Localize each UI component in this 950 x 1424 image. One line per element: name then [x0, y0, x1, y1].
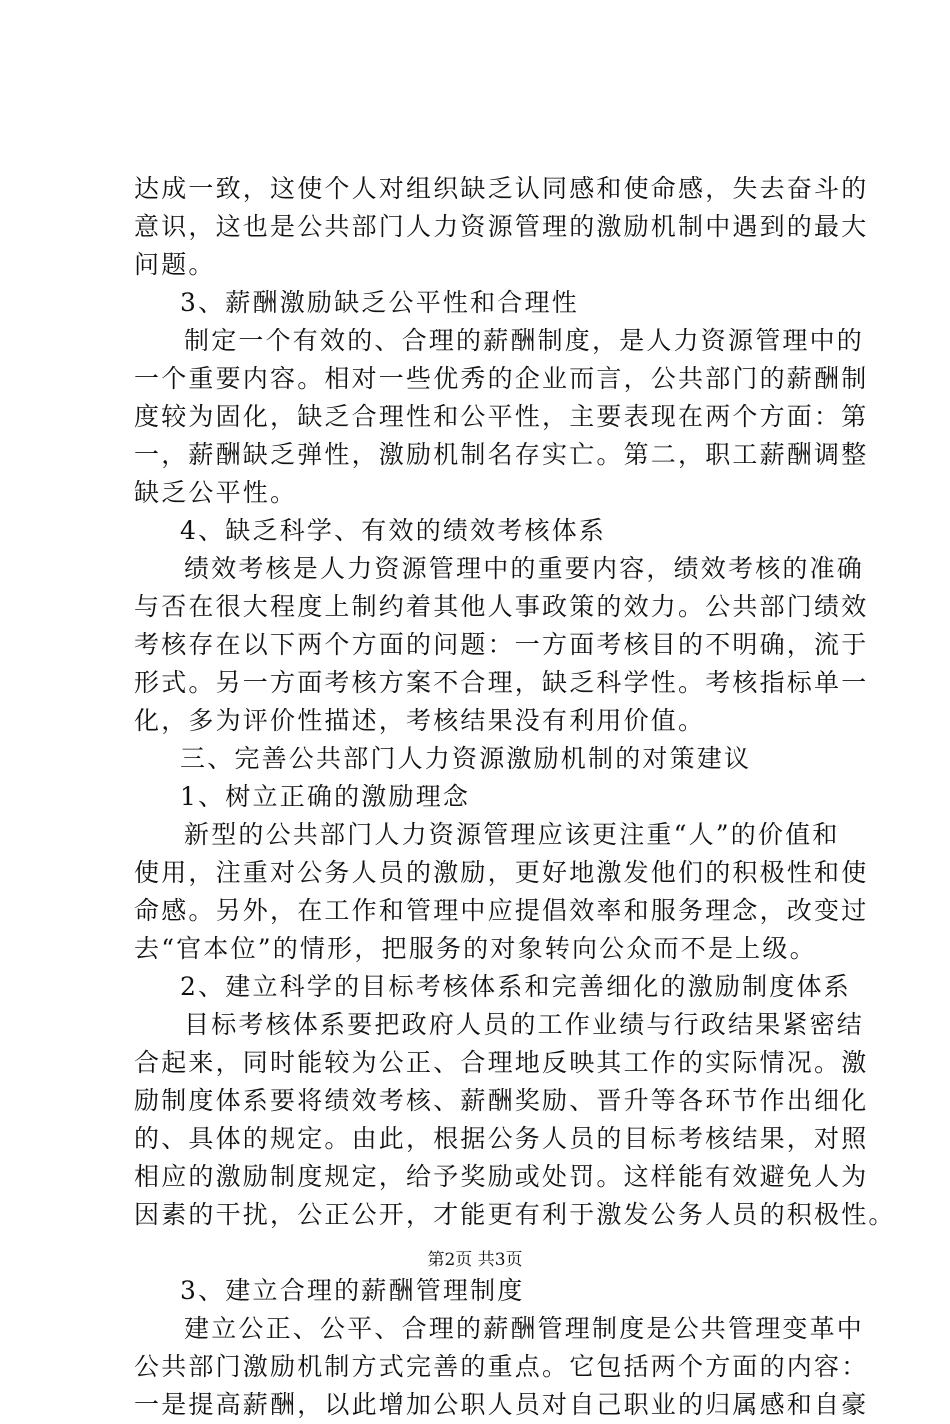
- page-number-footer: 第2页 共3页: [427, 1250, 523, 1270]
- text-line: 意识，这也是公共部门人力资源管理的激励机制中遇到的最大: [134, 212, 869, 241]
- text-line: 新型的公共部门人力资源管理应该更注重“人”的价值和: [184, 820, 840, 849]
- text-line: 励制度体系要将绩效考核、薪酬奖励、晋升等各环节作出细化: [134, 1086, 869, 1115]
- text-line: 问题。: [134, 250, 216, 279]
- section-heading: 3、建立合理的薪酬管理制度: [180, 1276, 525, 1305]
- text-line: 的、具体的规定。由此，根据公务人员的目标考核结果，对照: [134, 1124, 869, 1153]
- text-line: 相应的激励制度规定，给予奖励或处罚。这样能有效避免人为: [134, 1162, 869, 1191]
- text-line: 去“官本位”的情形，把服务的对象转向公众而不是上级。: [134, 934, 817, 963]
- text-line: 使用，注重对公务人员的激励，更好地激发他们的积极性和使: [134, 858, 869, 887]
- section-heading: 2、建立科学的目标考核体系和完善细化的激励制度体系: [180, 972, 851, 1001]
- text-line: 建立公正、公平、合理的薪酬管理制度是公共管理变革中: [184, 1314, 865, 1343]
- text-line: 达成一致，这使个人对组织缺乏认同感和使命感，失去奋斗的: [134, 174, 869, 203]
- section-heading: 4、缺乏科学、有效的绩效考核体系: [180, 516, 607, 545]
- document-body: [134, 170, 896, 1424]
- text-line: 考核存在以下两个方面的问题：一方面考核目的不明确，流于: [134, 630, 869, 659]
- text-line: 度较为固化，缺乏合理性和公平性，主要表现在两个方面：第: [134, 402, 869, 431]
- text-line: 因素的干扰，公正公开，才能更有利于激发公务人员的积极性。: [134, 1200, 896, 1229]
- text-line: 与否在很大程度上制约着其他人事政策的效力。公共部门绩效: [134, 592, 869, 621]
- text-line: 目标考核体系要把政府人员的工作业绩与行政结果紧密结: [184, 1010, 865, 1039]
- section-heading: 1、树立正确的激励理念: [180, 782, 471, 811]
- text-line: 公共部门激励机制方式完善的重点。它包括两个方面的内容：: [134, 1352, 869, 1381]
- section-heading: 3、薪酬激励缺乏公平性和合理性: [180, 288, 579, 317]
- text-line: 命感。另外，在工作和管理中应提倡效率和服务理念，改变过: [134, 896, 869, 925]
- text-line: 合起来，同时能较为公正、合理地反映其工作的实际情况。激: [134, 1048, 869, 1077]
- text-line: 一个重要内容。相对一些优秀的企业而言，公共部门的薪酬制: [134, 364, 869, 393]
- text-line: 一是提高薪酬，以此增加公职人员对自己职业的归属感和自豪: [134, 1390, 869, 1419]
- section-heading: 三、完善公共部门人力资源激励机制的对策建议: [180, 744, 752, 773]
- text-line: 缺乏公平性。: [134, 478, 298, 507]
- text-line: 制定一个有效的、合理的薪酬制度，是人力资源管理中的: [184, 326, 865, 355]
- text-line: 化，多为评价性描述，考核结果没有利用价值。: [134, 706, 706, 735]
- text-line: 绩效考核是人力资源管理中的重要内容，绩效考核的准确: [184, 554, 865, 583]
- text-line: 形式。另一方面考核方案不合理，缺乏科学性。考核指标单一: [134, 668, 869, 697]
- text-line: 一，薪酬缺乏弹性，激励机制名存实亡。第二，职工薪酬调整: [134, 440, 869, 469]
